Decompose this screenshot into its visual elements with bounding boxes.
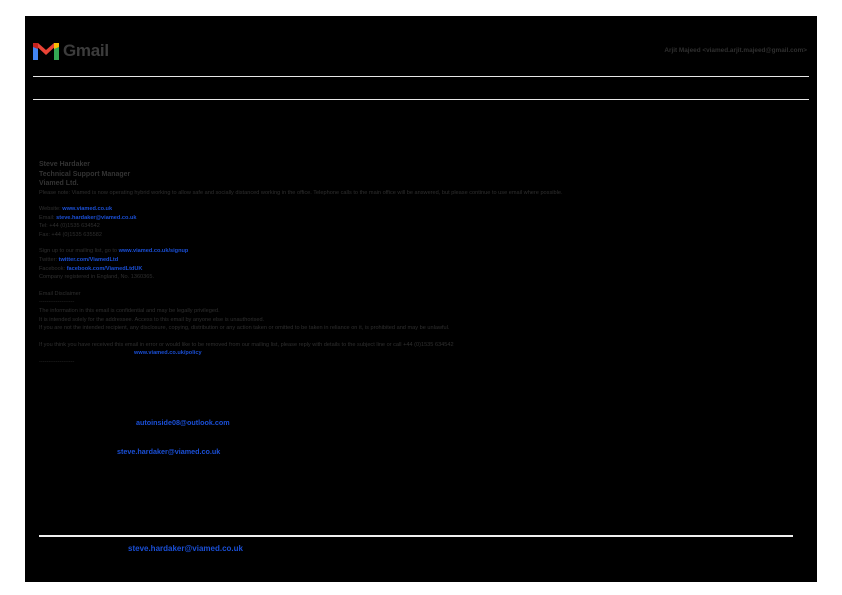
outlook-email-link[interactable]: autoinside08@outlook.com (136, 418, 230, 427)
facebook-link[interactable]: facebook.com/ViamedLtdUK (66, 265, 143, 272)
signup-link[interactable]: www.viamed.co.uk/signup (118, 248, 189, 255)
website-label: Website: (39, 206, 61, 213)
account-email: Arjit Majeed <viamed.arjit.majeed@gmail.com> (664, 47, 807, 54)
disclaimer-line-2: It is intended solely for the addressee. Access to this email by anyone else is unauthorised. (39, 316, 265, 323)
facebook-line (39, 265, 799, 274)
policy-link[interactable]: www.viamed.co.uk/policy (134, 350, 202, 357)
disclaimer-separator: ------------------- (39, 299, 75, 306)
steve-email-link-footer[interactable]: steve.hardaker@viamed.co.uk (128, 544, 243, 553)
signature-name: Steve Hardaker (39, 161, 90, 168)
signature-company: Viamed Ltd. (39, 180, 79, 187)
steve-email-link[interactable]: steve.hardaker@viamed.co.uk (117, 447, 221, 456)
signature-notice: Please note: Viamed is now operating hybrid working to allow safe and socially distanced working in the office. Telephone calls to the main office will be answered, but please continue to use email where possible. (39, 189, 563, 196)
email-print-page (25, 16, 817, 582)
email-line (39, 214, 799, 223)
disclaimer-separator-2: ------------------- (39, 359, 75, 365)
fax-line: Fax: +44 (0)1535 635582 (39, 231, 102, 238)
policy-line (39, 349, 799, 358)
twitter-line (39, 256, 799, 265)
signature-role: Technical Support Manager (39, 170, 131, 178)
gmail-wordmark: Gmail (63, 41, 109, 60)
twitter-link[interactable]: twitter.com/ViamedLtd (58, 257, 119, 264)
twitter-label: Twitter: (39, 257, 58, 264)
subject-divider (33, 99, 809, 100)
disclaimer-line-3: If you are not the intended recipient, any disclosure, copying, distribution or any action taken or omitted to be taken in reliance on it, is prohibited and may be unlawful. (39, 325, 450, 332)
website-line (39, 205, 799, 214)
email-signature (39, 160, 799, 367)
email-link[interactable]: steve.hardaker@viamed.co.uk (56, 214, 137, 221)
facebook-label: Facebook: (39, 265, 66, 272)
header-divider (33, 76, 809, 77)
mailing-list-line (39, 247, 799, 256)
gmail-logo (33, 40, 109, 62)
gmail-m-icon (33, 41, 59, 61)
disclaimer-line-1: The information in this email is confidential and may be legally privileged. (39, 308, 220, 315)
tel-line: Tel: +44 (0)1535 634542 (39, 223, 100, 230)
website-link[interactable]: www.viamed.co.uk (62, 206, 113, 213)
disclaimer-line-4: If you think you have received this email in error or would like to be removed from our mailing list, please reply with details to the subject line or call +44 (0)1535 634542 (39, 341, 454, 348)
email-label: Email: (39, 214, 55, 221)
quote-divider (39, 535, 793, 537)
disclaimer-heading: Email Disclaimer (39, 290, 81, 297)
mailing-list-text: Sign up to our mailing list, go to (39, 248, 118, 255)
company-registration: Company registered in England, No. 1360365. (39, 274, 155, 281)
